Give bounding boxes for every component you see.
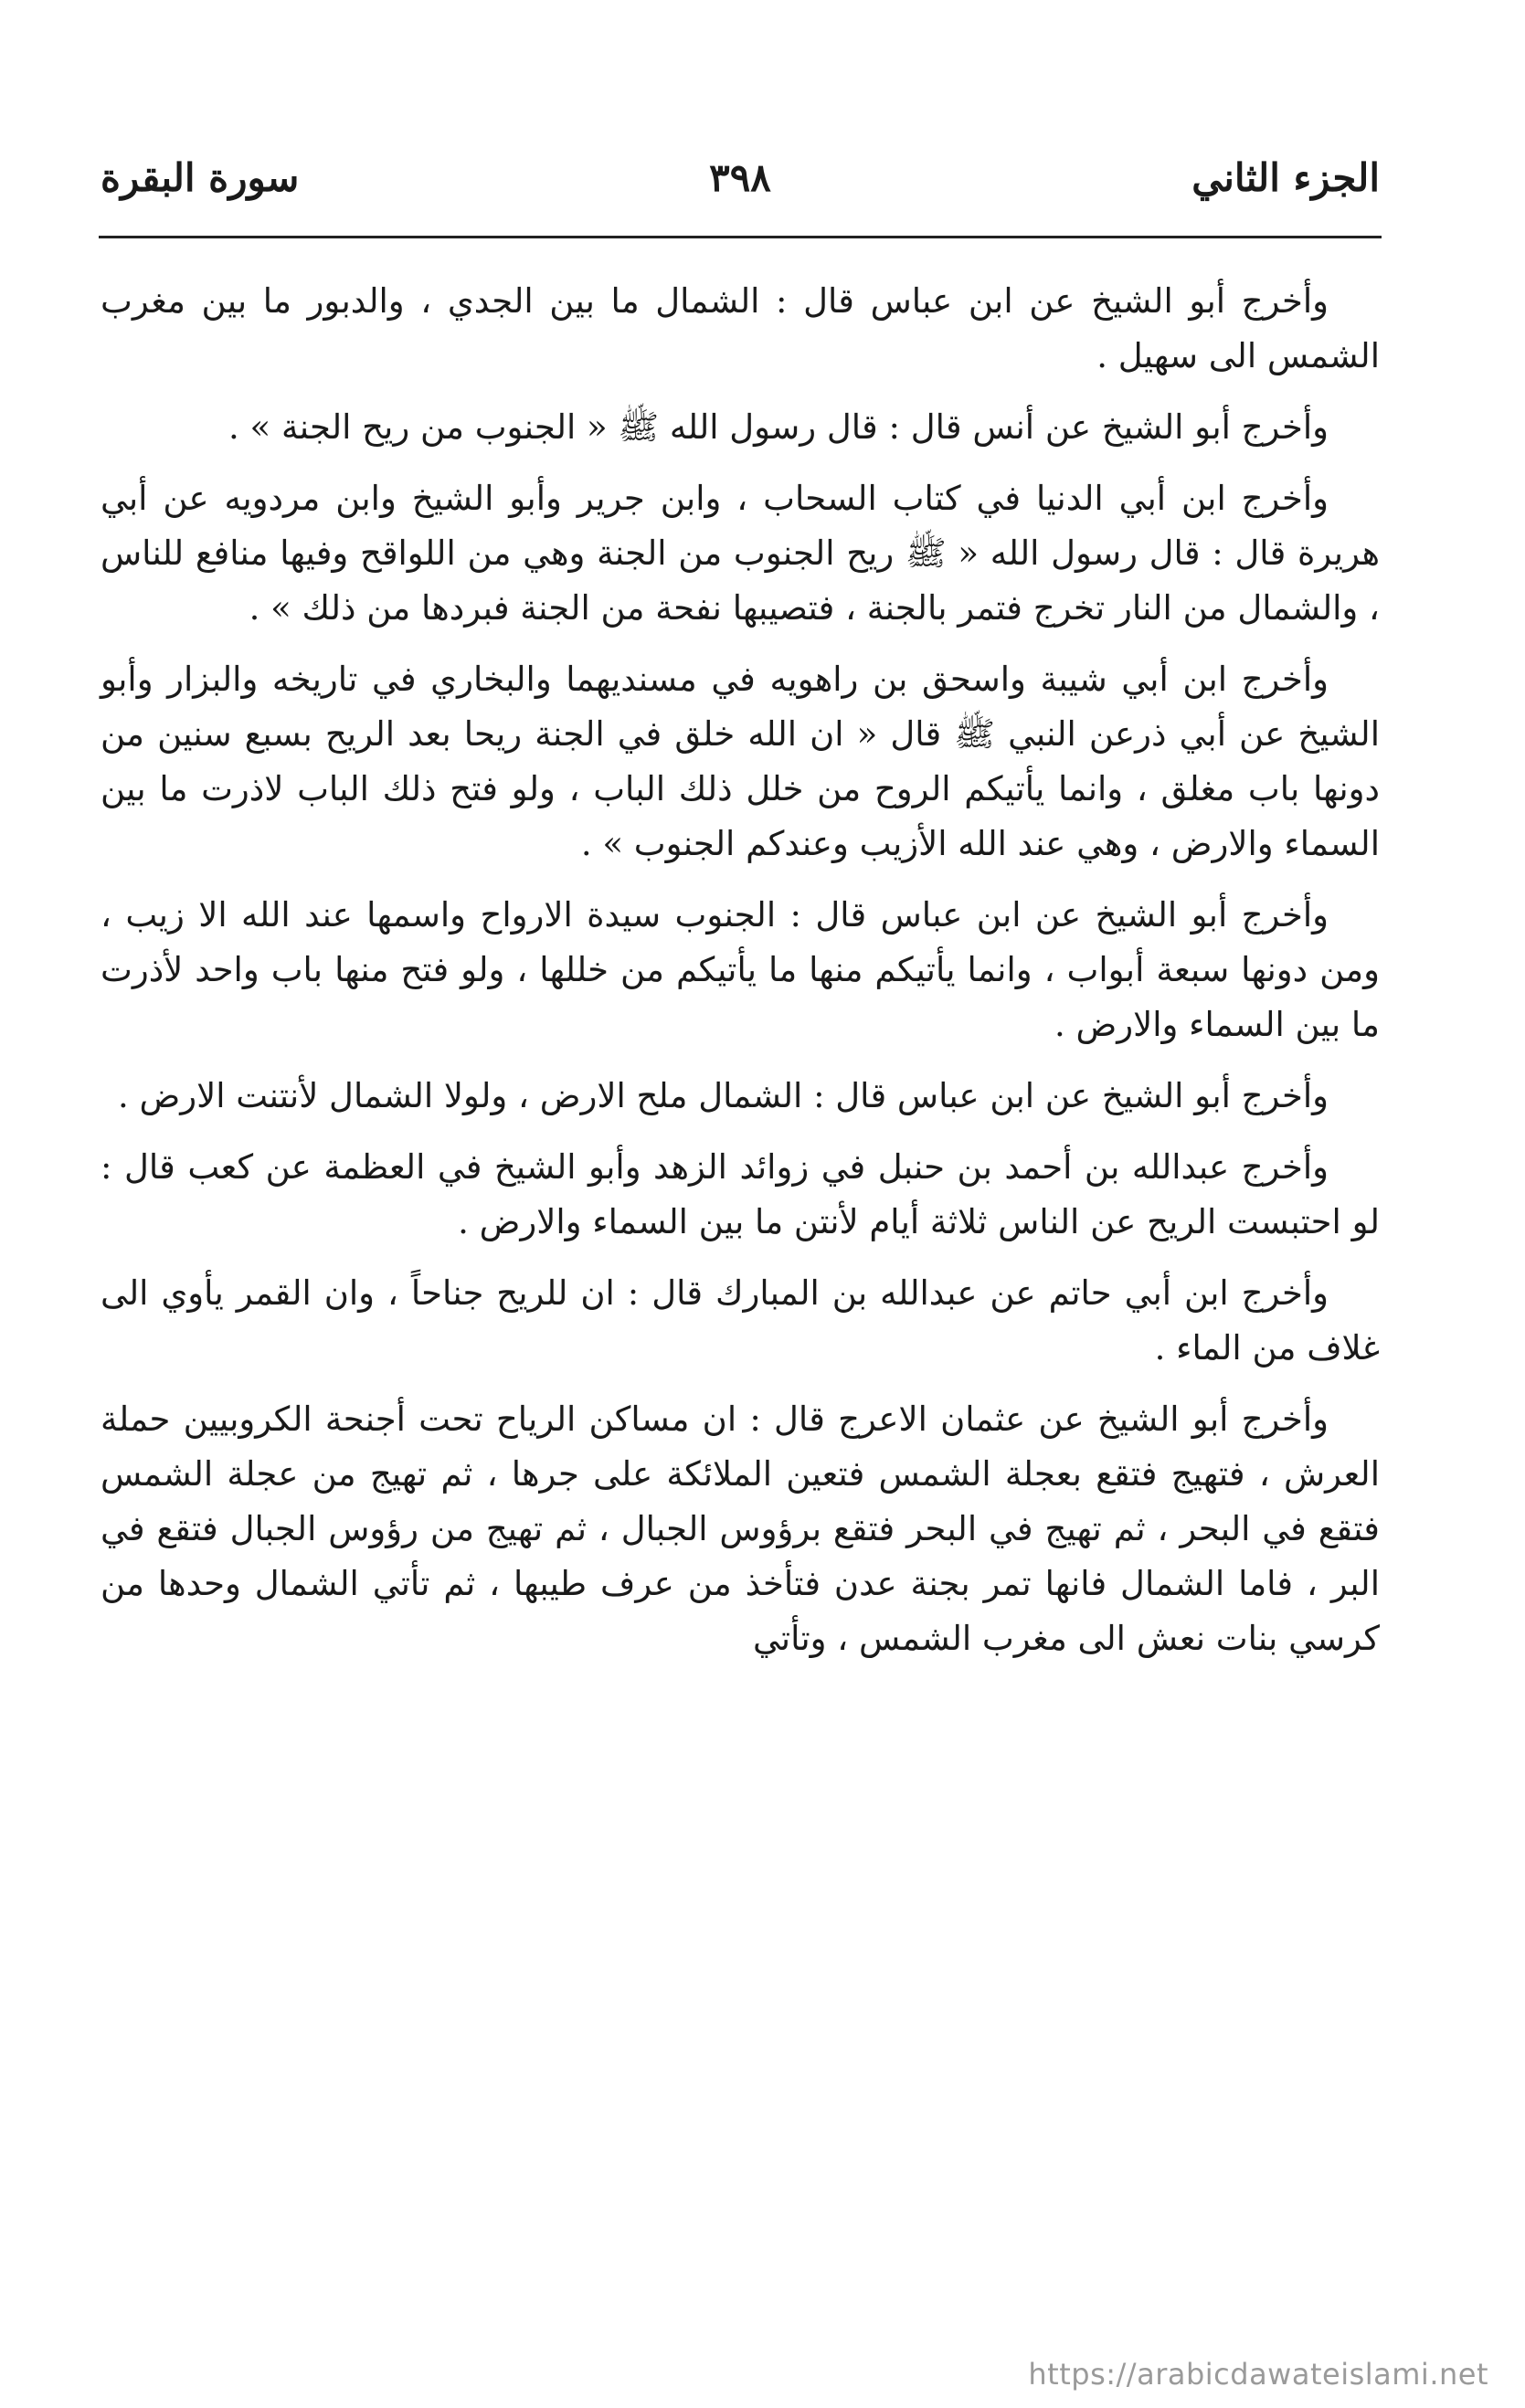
header-divider — [99, 236, 1382, 238]
page-number: ٣٩٨ — [709, 155, 771, 200]
paragraph: وأخرج أبو الشيخ عن ابن عباس قال : الشمال ملح الارض ، ولولا الشمال لأنتنت الارض . — [117, 1076, 1329, 1115]
paragraph: وأخرج أبو الشيخ عن ابن عباس قال : الجنوب سيدة الارواح واسمها عند الله الا زيب ، ومن دونها سبعة أبواب ، وانما يأتيكم منها ما يأتيكم من خللها ، ولو فتح منها باب واحد لأذرت ما بين السماء والارض . — [101, 895, 1380, 1044]
paragraph: وأخرج أبو الشيخ عن أنس قال : قال رسول الله ﷺ « الجنوب من ريح الجنة » . — [228, 407, 1329, 447]
watermark-url: https://arabicdawateislami.net — [1028, 2357, 1488, 2392]
page-header — [101, 142, 1380, 215]
paragraph: وأخرج ابن أبي الدنيا في كتاب السحاب ، وابن جرير وأبو الشيخ وابن مردويه عن أبي هريرة قال : قال رسول الله « ﷺ ريح الجنوب من الجنة وهي من اللواقح وفيها منافع للناس ، والشمال من النار تخرج فتمر بالجنة ، فتصيبها نفحة من الجنة فبردها من ذلك » . — [101, 479, 1380, 628]
paragraph: وأخرج ابن أبي حاتم عن عبدالله بن المبارك قال : ان للريح جناحاً ، وان القمر يأوي الى غلاف من الماء . — [101, 1273, 1380, 1368]
paragraph: وأخرج أبو الشيخ عن ابن عباس قال : الشمال ما بين الجدي ، والدبور ما بين مغرب الشمس الى سهيل . — [101, 281, 1380, 375]
paragraph: وأخرج أبو الشيخ عن عثمان الاعرج قال : ان مساكن الرياح تحت أجنحة الكروبيين حملة العرش ، فتهيج فتقع بعجلة الشمس فتعين الملائكة على جرها ، ثم تهيج من عجلة الشمس فتقع في البحر ، ثم تهيج في البحر فتقع برؤوس الجبال ، ثم تهيج من رؤوس الجبال فتقع في البر ، فاما الشمال فانها تمر بجنة عدن فتأخذ من عرف طيبها ، ثم تأتي الشمال وحدها من كرسي بنات نعش الى مغرب الشمس ، وتأتي — [101, 1399, 1380, 1658]
surah-title: سورة البقرة — [101, 155, 300, 200]
paragraph: وأخرج عبدالله بن أحمد بن حنبل في زوائد الزهد وأبو الشيخ في العظمة عن كعب قال : لو احتبست الريح عن الناس ثلاثة أيام لأنتن ما بين السماء والارض . — [101, 1147, 1380, 1241]
main-text — [101, 274, 1380, 1683]
part-title: الجزء الثاني — [1191, 155, 1380, 200]
paragraph: وأخرج ابن أبي شيبة واسحق بن راهويه في مسنديهما والبخاري في تاريخه والبزار وأبو الشيخ عن أبي ذرعن النبي ﷺ قال « ان الله خلق في الجنة ريحا بعد الريح بسبع سنين من دونها باب مغلق ، وانما يأتيكم الروح من خلل ذلك الباب ، ولو فتح ذلك الباب لاذرت ما بين السماء والارض ، وهي عند الله الأزيب وعندكم الجنوب » . — [101, 660, 1380, 863]
